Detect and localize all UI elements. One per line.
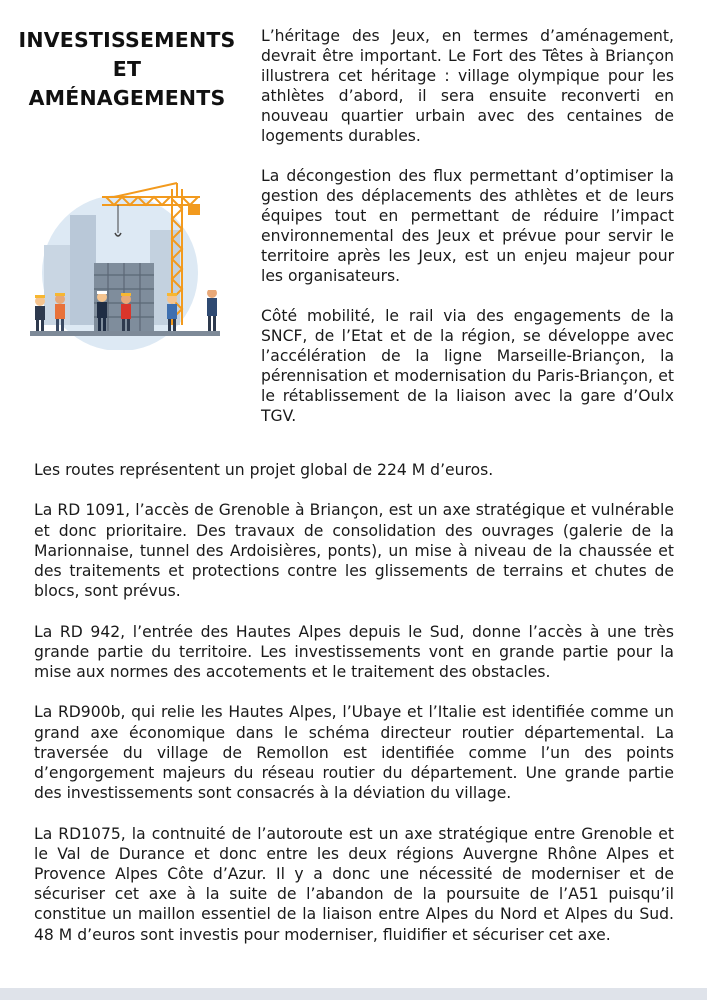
section-title <box>14 26 240 113</box>
intro-paragraph: L’héritage des Jeux, en termes d’aménagement, devrait être important. Le Fort des Têtes à Briançon illustrera cet héritage : village olympique pour les athlètes d’abord, il sera ensuite reconverti en nouveau quartier urbain avec des centaines de logements durables. <box>261 27 674 145</box>
body-paragraph: La RD900b, qui relie les Hautes Alpes, l’Ubaye et l’Italie est identifiée comme un grand axe économique dans le schéma directeur routier départemental. La traversée du village de Remollon est identifiée comme l’un des points d’engorgement majeurs du réseau routier du département. Une grande partie des investissements sont consacrés à la déviation du village. <box>34 703 674 803</box>
bg-building <box>70 215 96 325</box>
title-line: AMÉNAGEMENTS <box>28 86 226 110</box>
title-line: INVESTISSEMENTS <box>18 28 236 52</box>
body-paragraph: Les routes représentent un projet global de 224 M d’euros. <box>34 461 494 479</box>
body-paragraph: La RD1075, la contnuité de l’autoroute est un axe stratégique entre Grenoble et le Val de Durance et donc entre les deux régions Auvergne Rhône Alpes et Provence Alpes Côte d’Azur. Il y a donc une nécessité de moderniser et de sécuriser cet axe à la suite de l’abandon de la poursuite de l’A51 puisqu’il constitue un maillon essentiel de la liaison entre Alpes du Nord et Alpes du Sud. 48 M d’euros sont investis pour moderniser, fluidifier et sécuriser cet axe. <box>34 824 674 944</box>
ground <box>30 331 220 336</box>
intro-paragraph: Côté mobilité, le rail via des engagements de la SNCF, de l’Etat et de la région, se développe avec l’accélération de la ligne Marseille-Briançon, la pérennisation et modernisation du Paris-Briançon, et le rétablissement de la liaison avec la gare d’Oulx TGV. <box>261 307 674 425</box>
intro-paragraph: La décongestion des flux permettant d’optimiser la gestion des déplacements des athlètes et de leurs équipes tout en permettant de réduire l’impact environnemental des Jeux et prévue pour servir le territoire après les Jeux, est un enjeu majeur pour les organisateurs. <box>261 167 674 285</box>
body-paragraph: La RD 942, l’entrée des Hautes Alpes depuis le Sud, donne l’accès à une très grande partie du territoire. Les investissements vont en grande partie pour la mise aux normes des accotements et le traitement des obstacles. <box>34 622 674 681</box>
title-line: ET <box>112 57 142 81</box>
construction-illustration-svg <box>22 175 232 350</box>
body-paragraph: La RD 1091, l’accès de Grenoble à Briançon, est un axe stratégique et vulnérable et donc prioritaire. Des travaux de consolidation des ouvrages (galerie de la Marionnaise, tunnel des Ardoisières, ponts), un mise à niveau de la chaussée et des traitements et protections contre les glissements de terrains et chutes de blocs, sont prévus. <box>34 501 674 601</box>
page-bottom-strip <box>0 988 707 1000</box>
body-text-column <box>34 460 674 965</box>
intro-text-column <box>261 26 674 446</box>
crane-counterweight <box>188 205 200 215</box>
construction-site-illustration <box>22 175 232 350</box>
